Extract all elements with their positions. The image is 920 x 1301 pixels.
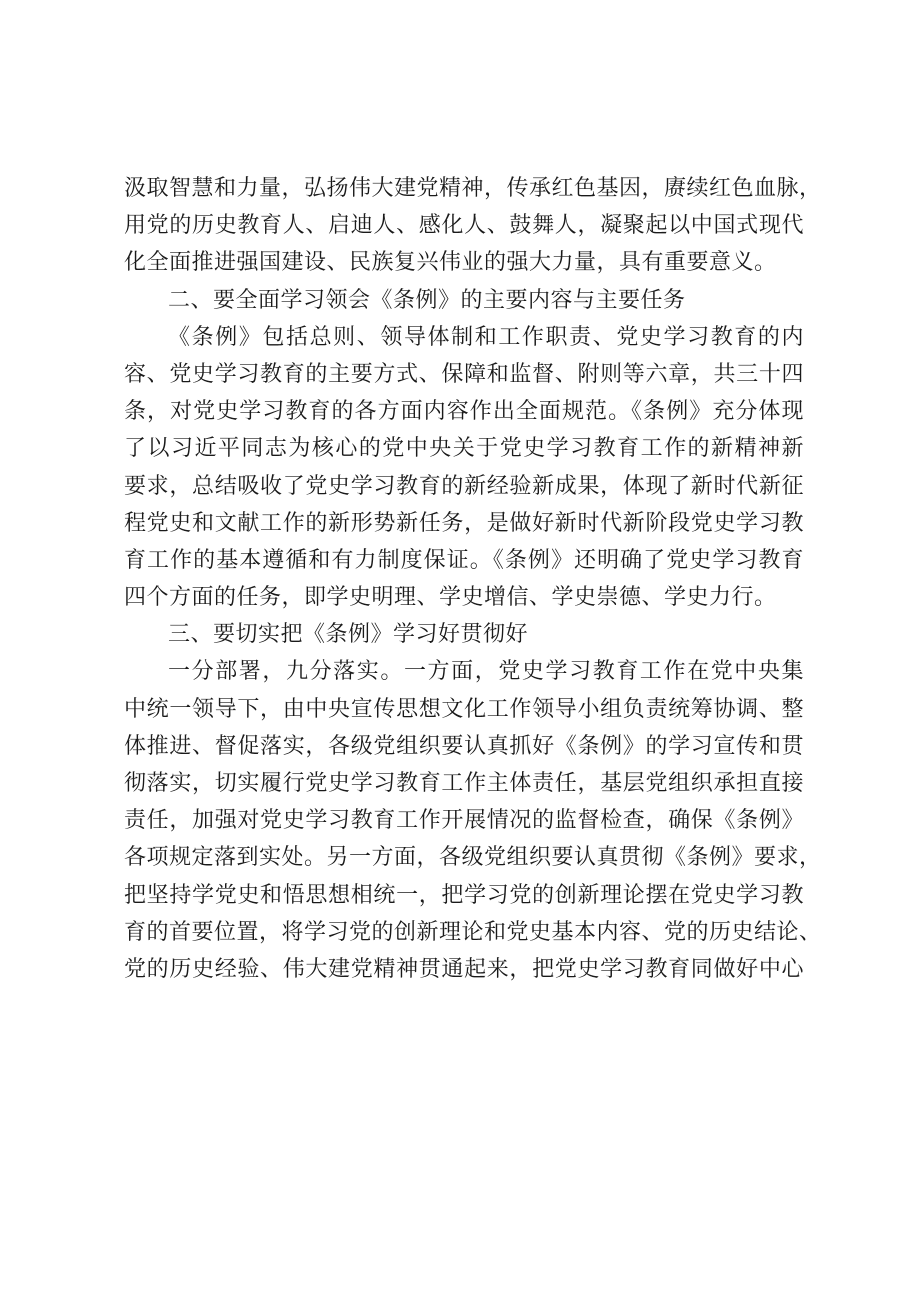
body-line: 中统一领导下，由中央宣传思想文化工作领导小组负责统筹协调、整 — [124, 696, 804, 722]
body-line: 四个方面的任务，即学史明理、学史增信、学史崇德、学史力行。 — [124, 585, 777, 611]
body-line: 要求，总结吸收了党史学习教育的新经验新成果，体现了新时代新征 — [124, 473, 804, 499]
body-line: 育的首要位置，将学习党的创新理论和党史基本内容、党的历史结论、 — [124, 919, 822, 945]
body-line: 条，对党史学习教育的各方面内容作出全面规范。《条例》充分体现 — [124, 399, 804, 425]
body-line: 党的历史经验、伟大建党精神贯通起来，把党史学习教育同做好中心 — [124, 956, 804, 982]
body-line: 容、党史学习教育的主要方式、保障和监督、附则等六章，共三十四 — [124, 361, 804, 387]
document-body — [124, 170, 822, 988]
body-line: 汲取智慧和力量，弘扬伟大建党精神，传承红色基因，赓续红色血脉， — [124, 176, 822, 201]
section-heading-3: 三、要切实把《条例》学习好贯彻好 — [168, 622, 529, 648]
body-line: 一分部署，九分落实。一方面，党史学习教育工作在党中央集 — [168, 659, 804, 685]
body-line: 用党的历史教育人、启迪人、感化人、鼓舞人，凝聚起以中国式现代 — [124, 213, 804, 239]
body-line: 化全面推进强国建设、民族复兴伟业的强大力量，具有重要意义。 — [124, 250, 777, 276]
body-line: 体推进、督促落实，各级党组织要认真抓好《条例》的学习宣传和贯 — [124, 733, 804, 759]
body-line: 彻落实，切实履行党史学习教育工作主体责任，基层党组织承担直接 — [124, 771, 804, 796]
body-line: 把坚持学党史和悟思想相统一，把学习党的创新理论摆在党史学习教 — [124, 882, 804, 908]
body-line: 责任，加强对党史学习教育工作开展情况的监督检查，确保《条例》 — [124, 808, 804, 834]
body-line: 了以习近平同志为核心的党中央关于党史学习教育工作的新精神新 — [124, 436, 804, 462]
body-line: 育工作的基本遵循和有力制度保证。《条例》还明确了党史学习教育 — [124, 547, 804, 573]
body-line: 各项规定落到实处。另一方面，各级党组织要认真贯彻《条例》要求， — [124, 845, 822, 871]
section-heading-2: 二、要全面学习领会《条例》的主要内容与主要任务 — [168, 287, 686, 313]
body-line: 程党史和文献工作的新形势新任务，是做好新时代新阶段党史学习教 — [124, 510, 804, 536]
body-line: 《条例》包括总则、领导体制和工作职责、党史学习教育的内 — [168, 324, 804, 350]
